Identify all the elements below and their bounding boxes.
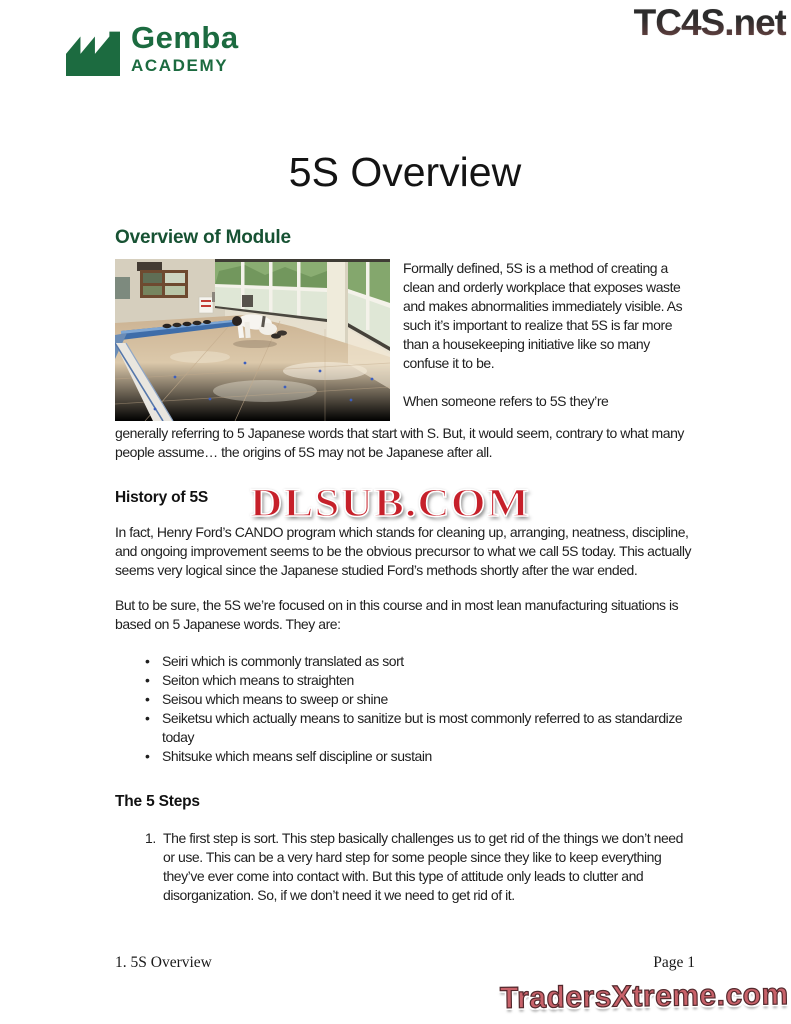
tc4s-watermark: TC4S.net [633,2,786,43]
photo-side-text [390,259,695,421]
footer-page-number: Page 1 [653,954,695,971]
dlsub-watermark: DLSUB.COM [250,480,531,525]
factory-icon [64,22,122,76]
module-photo [115,259,390,421]
paragraph-but-to-be-sure: But to be sure, the 5S we’re focused on in this course and in most lean manufacturing situations is based on 5 Japanese words. They are: [115,597,679,632]
paragraph-formally-defined: Formally defined, 5S is a method of creating a clean and orderly workplace that exposes waste and makes abnormalities immediately visible. As such it’s important to realize that 5S is far more than a housekeeping initiative like so many confuse it to be. [403,260,683,371]
footer-section-label: 1. 5S Overview [115,954,212,971]
list-item-seisou: • Seisou which means to sweep or shine [145,690,695,709]
five-s-list [145,652,695,766]
gemba-academy-logo [64,22,239,76]
paragraph-henry-ford: In fact, Henry Ford’s CANDO program which stands for cleaning up, arranging, neatness, discipline, and ongoing improvement seems to be the obvious precursor to what we call 5S today. This actually seems very logical since the Japanese studied Ford’s methods shortly after the war ended. [115,524,692,578]
logo-academy-label: ACADEMY [131,56,229,75]
section-heading-history: History of 5S [115,489,209,506]
list-item-seiri: • Seiri which is commonly translated as sort [145,652,695,671]
paragraph-when-someone-intro: When someone refers to 5S they’re [403,393,609,409]
step-text: The first step is sort. This step basically challenges us to get rid of the things we don’t need or use. This can be a very hard step for some people since they like to keep everything they’ve ever come into contact with. But this type of attitude only leads to clutter and disorganization. So, if we don’t need it we need to get rid of it. [163,830,683,903]
page-footer [115,954,695,972]
media-row [115,259,695,421]
page-title: 5S Overview [288,149,522,195]
section-heading-overview: Overview of Module [115,227,291,248]
list-item-seiton: • Seiton which means to straighten [145,671,695,690]
list-item-shitsuke: • Shitsuke which means self discipline or sustain [145,747,695,766]
logo-gemba-label: Gemba [131,20,239,55]
paragraph-when-someone-cont: generally referring to 5 Japanese words that start with S. But, it would seem, contrary to what many people assume… the origins of 5S may not be Japanese after all. [115,425,684,460]
tradersxtreme-watermark: TradersXtreme.com [500,977,790,1016]
document-content [115,148,695,905]
step-item-1 [145,829,695,905]
logo-text [131,22,239,76]
list-item-seiketsu: • Seiketsu which actually means to sanitize but is most commonly referred to as standardize today [145,709,695,747]
step-number: 1. [145,830,156,846]
section-heading-steps: The 5 Steps [115,793,200,810]
